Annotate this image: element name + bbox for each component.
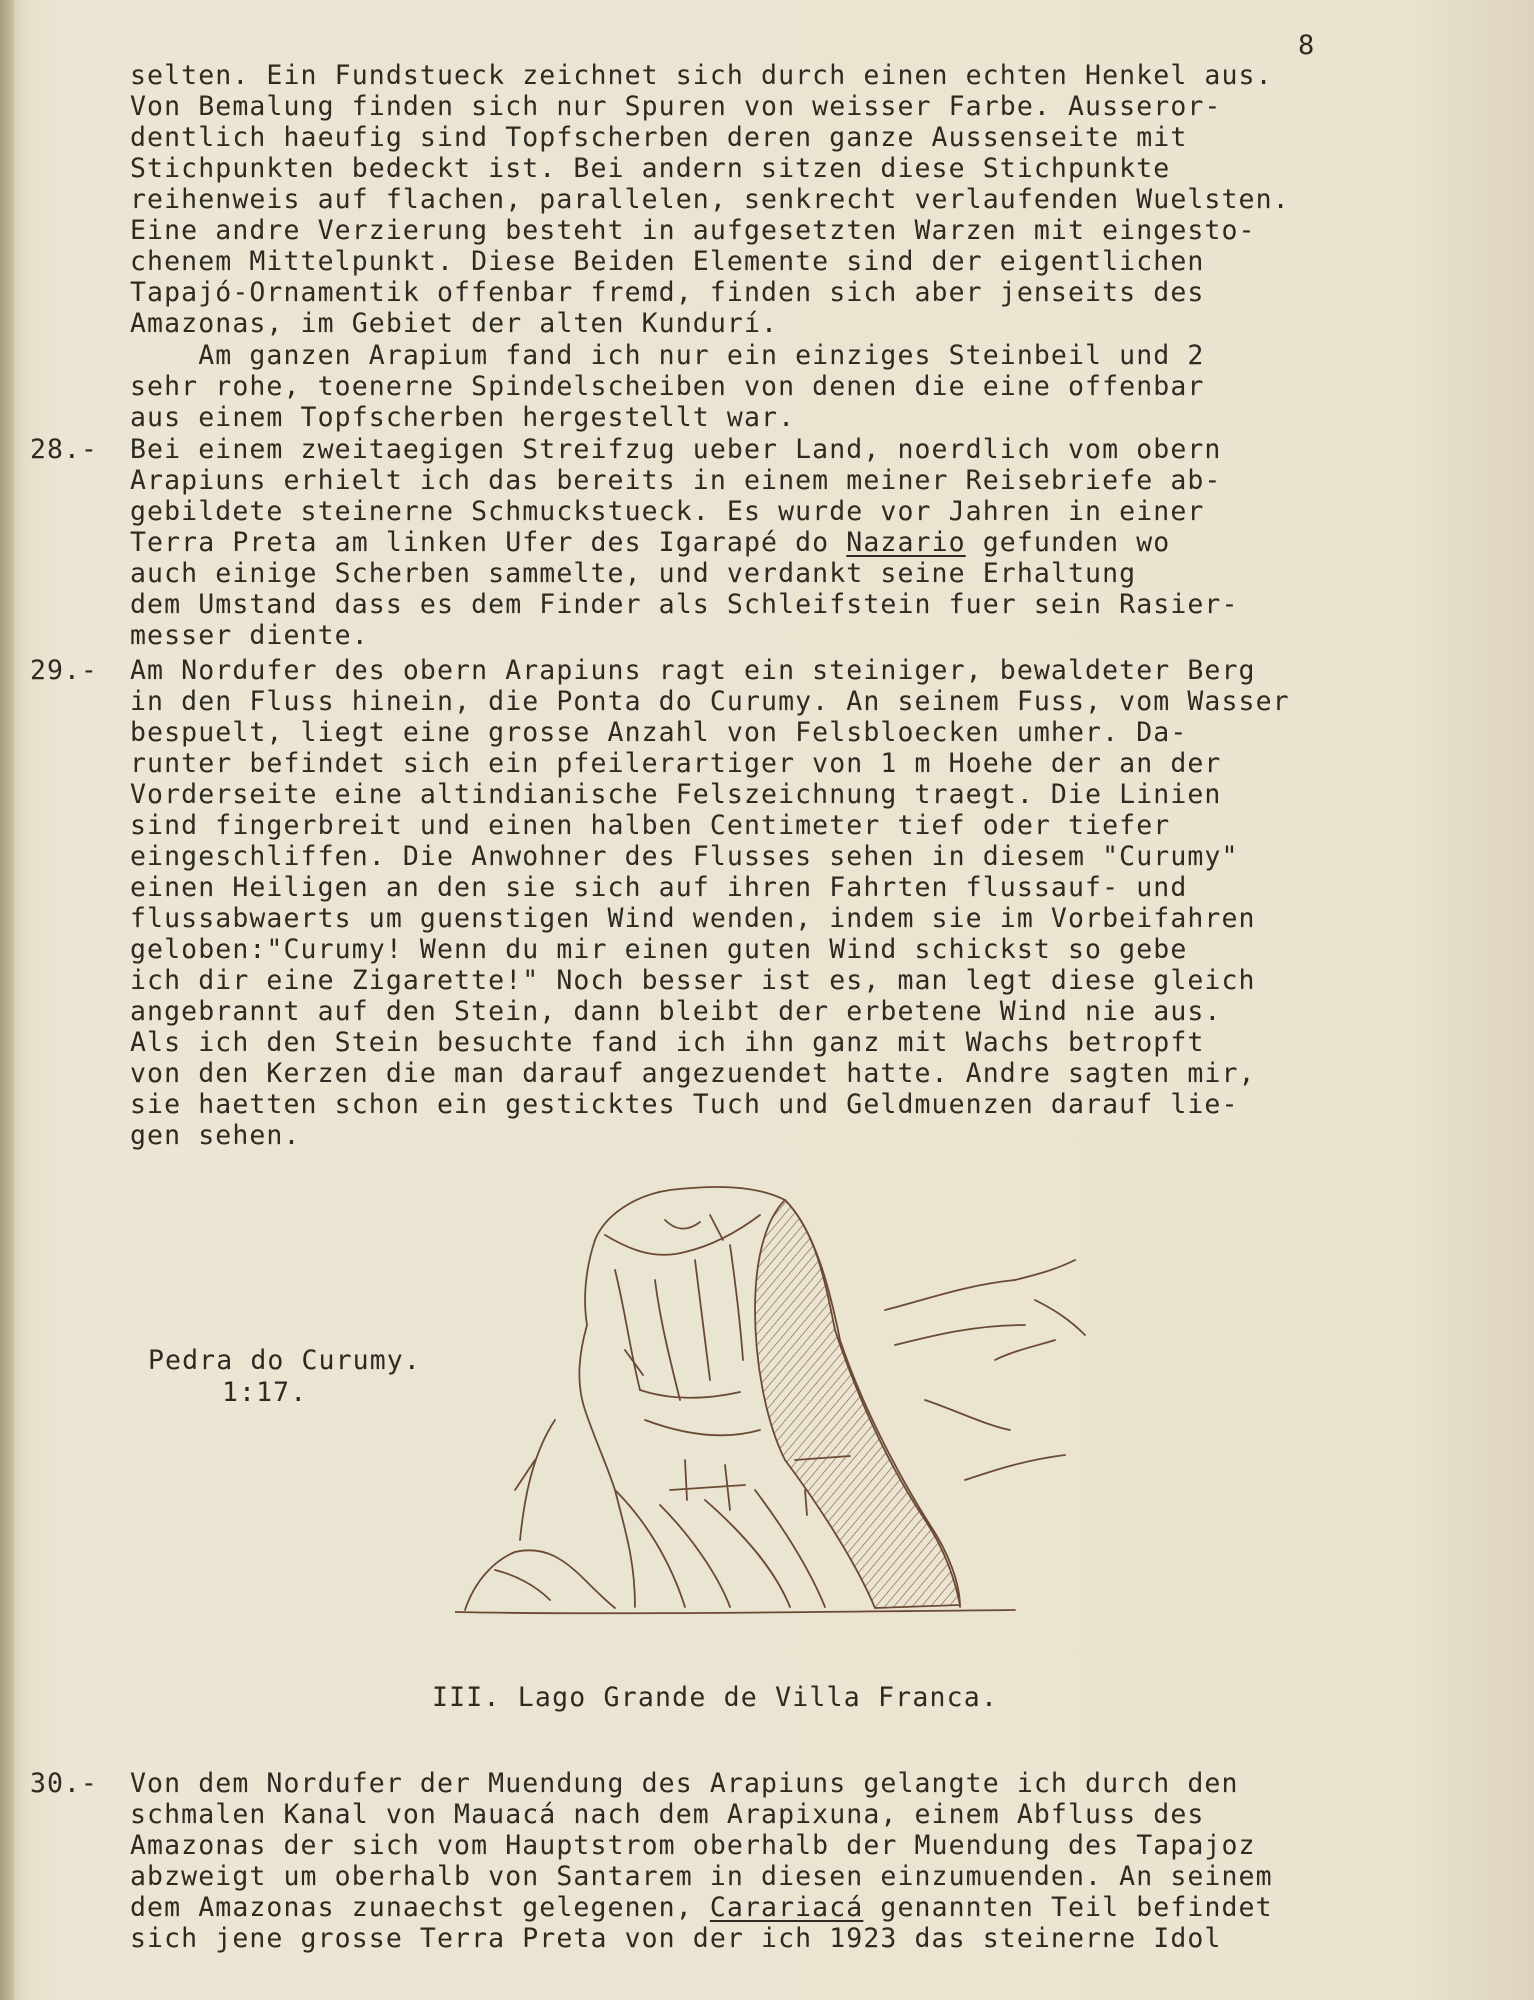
text-line: bespuelt, liegt eine grosse Anzahl von Felsbloecken umher. Da- (130, 717, 1188, 748)
text-line: runter befindet sich ein pfeilerartiger von 1 m Hoehe der an der (130, 748, 1222, 779)
text-line: sich jene grosse Terra Preta von der ich 1923 das steinerne Idol (130, 1923, 1222, 1954)
section-number: 28.- (30, 434, 98, 465)
figure-caption-title: Pedra do Curumy. (148, 1345, 421, 1376)
text-line: messer diente. (130, 620, 369, 651)
text-line: Bei einem zweitaegigen Streifzug ueber Land, noerdlich vom obern (130, 434, 1222, 465)
page-number: 8 (1298, 30, 1315, 61)
text-line: gebildete steinerne Schmuckstueck. Es wurde vor Jahren in einer (130, 496, 1205, 527)
text-line: Vorderseite eine altindianische Felszeichnung traegt. Die Linien (130, 779, 1222, 810)
text-line: angebrannt auf den Stein, dann bleibt der erbetene Wind nie aus. (130, 996, 1222, 1027)
text-line (130, 527, 1170, 558)
figure-caption-scale: 1:17. (222, 1377, 308, 1408)
text-line: Als ich den Stein besuchte fand ich ihn ganz mit Wachs betropft (130, 1027, 1205, 1058)
text-line: schmalen Kanal von Mauacá nach dem Arapixuna, einem Abfluss des (130, 1799, 1205, 1830)
text-line: aus einem Topfscherben hergestellt war. (130, 402, 796, 433)
text-line: Eine andre Verzierung besteht in aufgesetzten Warzen mit eingesto- (130, 215, 1256, 246)
underlined-place-name: Nazario (846, 527, 966, 558)
text-line: geloben:"Curumy! Wenn du mir einen guten Wind schickst so gebe (130, 934, 1188, 965)
text-line: Von dem Nordufer der Muendung des Arapiuns gelangte ich durch den (130, 1768, 1239, 1799)
text-line: chenem Mittelpunkt. Diese Beiden Elemente sind der eigentlichen (130, 246, 1205, 277)
underlined-place-name: Carariacá (709, 1892, 864, 1923)
page-binding-edge (0, 0, 14, 2000)
text-line: Amazonas, im Gebiet der alten Kundurí. (130, 308, 779, 339)
text-line: sie haetten schon ein gesticktes Tuch und Geldmuenzen darauf lie- (130, 1089, 1239, 1120)
text-segment: Terra Preta am linken Ufer des Igarapé do (130, 527, 847, 558)
text-line: in den Fluss hinein, die Ponta do Curumy. An seinem Fuss, vom Wasser (130, 686, 1290, 717)
section-number: 30.- (30, 1768, 98, 1799)
text-line: sind fingerbreit und einen halben Centimeter tief oder tiefer (130, 810, 1171, 841)
text-line: auch einige Scherben sammelte, und verdankt seine Erhaltung (130, 558, 1137, 589)
text-line: sehr rohe, toenerne Spindelscheiben von denen die eine offenbar (130, 371, 1205, 402)
text-segment: genannten Teil befindet (863, 1892, 1273, 1923)
text-line: Arapiuns erhielt ich das bereits in einem meiner Reisebriefe ab- (130, 465, 1222, 496)
text-line: gen sehen. (130, 1120, 301, 1151)
section-number: 29.- (30, 655, 98, 686)
text-line: von den Kerzen die man darauf angezuendet hatte. Andre sagten mir, (130, 1058, 1256, 1089)
text-line: Stichpunkten bedeckt ist. Bei andern sitzen diese Stichpunkte (130, 153, 1171, 184)
section-heading: III. Lago Grande de Villa Franca. (432, 1682, 999, 1713)
text-line: einen Heiligen an den sie sich auf ihren Fahrten flussauf- und (130, 872, 1188, 903)
text-line: Von Bemalung finden sich nur Spuren von weisser Farbe. Ausseror- (130, 91, 1222, 122)
text-line: eingeschliffen. Die Anwohner des Flusses sehen in diesem "Curumy" (130, 841, 1239, 872)
text-line: dem Umstand dass es dem Finder als Schleifstein fuer sein Rasier- (130, 589, 1239, 620)
text-line: Am ganzen Arapium fand ich nur ein einziges Steinbeil und 2 (130, 340, 1205, 371)
text-line: selten. Ein Fundstueck zeichnet sich durch einen echten Henkel aus. (130, 60, 1273, 91)
text-line: Tapajó-Ornamentik offenbar fremd, finden sich aber jenseits des (130, 277, 1205, 308)
text-segment: dem Amazonas zunaechst gelegenen, (130, 1892, 710, 1923)
text-line: Am Nordufer des obern Arapiuns ragt ein steiniger, bewaldeter Berg (130, 655, 1256, 686)
text-line: Amazonas der sich vom Hauptstrom oberhalb der Muendung des Tapajoz (130, 1830, 1256, 1861)
text-line: ich dir eine Zigarette!" Noch besser ist es, man legt diese gleich (130, 965, 1256, 996)
text-line: abzweigt um oberhalb von Santarem in diesen einzumuenden. An seinem (130, 1861, 1273, 1892)
text-line: flussabwaerts um guenstigen Wind wenden, indem sie im Vorbeifahren (130, 903, 1256, 934)
stone-sketch-illustration (455, 1160, 1155, 1640)
text-line: reihenweis auf flachen, parallelen, senkrecht verlaufenden Wuelsten. (130, 184, 1290, 215)
text-line (130, 1892, 1273, 1923)
text-segment: gefunden wo (965, 527, 1171, 558)
text-line: dentlich haeufig sind Topfscherben deren ganze Aussenseite mit (130, 122, 1188, 153)
